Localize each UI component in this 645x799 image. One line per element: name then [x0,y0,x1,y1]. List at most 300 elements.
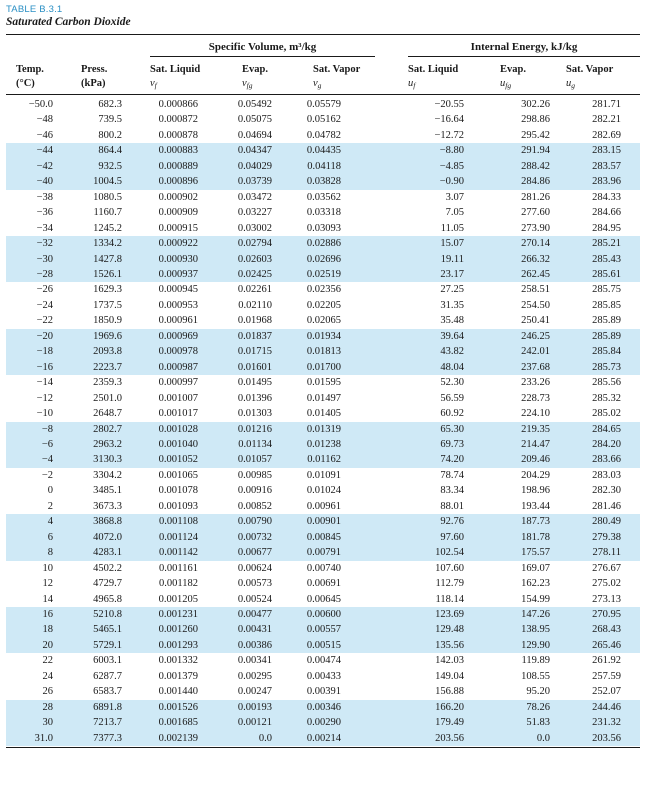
cell-press: 3485.1 [93,485,122,497]
cell-u-sat-liquid: 179.49 [435,717,464,729]
cell-u-evap: 169.07 [521,562,550,574]
cell-v-sat-liquid: 0.000866 [158,99,198,110]
cell-temp: −22 [36,315,53,327]
cell-u-sat-vapor: 284.95 [592,222,621,234]
cell-temp: −2 [41,469,53,481]
cell-u-sat-liquid: −16.64 [434,114,464,126]
group-underline-specific-volume [150,56,375,57]
cell-v-evap: 0.00121 [237,717,272,729]
cell-v-sat-liquid: 0.001161 [159,562,198,574]
cell-u-sat-vapor: 244.46 [592,701,621,713]
table-row [6,221,640,236]
cell-v-evap: 0.00985 [237,469,272,481]
cell-v-evap: 0.02110 [238,299,272,311]
cell-u-sat-liquid: 43.82 [440,346,464,358]
cell-temp: 18 [42,624,53,636]
cell-u-evap: 198.96 [521,485,550,497]
table-row [6,174,640,189]
cell-u-sat-vapor: 284.20 [592,438,621,450]
cell-temp: 26 [42,686,53,698]
cell-u-sat-liquid: 135.56 [435,639,464,651]
table-row [6,329,640,344]
table-row [6,282,640,297]
table-row [6,452,640,467]
cell-u-sat-vapor: 278.11 [592,547,621,559]
cell-v-sat-vapor: 0.00645 [306,593,341,605]
cell-temp: −46 [36,129,53,141]
cell-v-sat-vapor: 0.01319 [306,423,341,435]
cell-press: 2501.0 [93,392,122,404]
cell-temp: −34 [36,222,53,234]
cell-u-sat-vapor: 285.73 [592,361,621,373]
cell-u-evap: 147.26 [521,608,550,620]
cell-press: 2963.2 [93,438,122,450]
cell-temp: −44 [36,145,53,157]
table-row [6,731,640,746]
col-header-v-sat-vapor: Sat. Vapor [313,64,361,75]
cell-v-sat-liquid: 0.001017 [158,408,198,420]
table-row [6,561,640,576]
cell-u-sat-liquid: 19.11 [440,253,464,265]
cell-v-sat-liquid: 0.000953 [158,299,198,311]
cell-v-sat-vapor: 0.03093 [306,222,341,234]
cell-v-evap: 0.03227 [237,207,272,219]
table-row [6,159,640,174]
cell-u-sat-vapor: 283.03 [592,469,621,481]
cell-v-sat-liquid: 0.001093 [158,500,198,512]
table-row [6,360,640,375]
cell-temp: −6 [41,438,53,450]
cell-u-evap: 284.86 [521,176,550,188]
table-row [6,391,640,406]
cell-temp: −12 [36,392,53,404]
cell-v-sat-liquid: 0.000878 [158,129,198,141]
cell-u-evap: 250.41 [521,315,550,327]
cell-v-evap: 0.01216 [237,423,272,435]
cell-u-sat-vapor: 285.43 [592,253,621,265]
cell-u-sat-vapor: 281.71 [592,99,621,110]
table-row [6,592,640,607]
cell-v-evap: 0.00431 [237,624,272,636]
cell-v-evap: 0.0 [258,732,272,744]
cell-v-evap: 0.02603 [237,253,272,265]
cell-v-sat-vapor: 0.05162 [306,114,341,126]
col-header-temp-unit: (°C) [16,78,35,89]
cell-temp: −26 [36,284,53,296]
cell-temp: −18 [36,346,53,358]
col-header-temp [16,63,44,91]
cell-u-sat-vapor: 282.21 [592,114,621,126]
cell-u-sat-liquid: −20.55 [434,99,464,110]
cell-u-evap: 214.47 [521,438,550,450]
cell-v-evap: 0.03739 [237,176,272,188]
cell-press: 6583.7 [93,686,122,698]
cell-u-evap: 298.86 [521,114,550,126]
cell-press: 7377.3 [93,732,122,744]
cell-u-evap: 266.32 [521,253,550,265]
cell-v-sat-vapor: 0.00600 [306,608,341,620]
cell-v-sat-vapor: 0.01091 [306,469,341,481]
cell-v-sat-vapor: 0.04782 [306,129,341,141]
cell-u-sat-vapor: 285.56 [592,377,621,389]
cell-u-sat-liquid: −12.72 [434,129,464,141]
cell-u-sat-vapor: 283.57 [592,160,621,172]
cell-temp: −4 [41,454,53,466]
cell-u-evap: 209.46 [521,454,550,466]
cell-temp: 6 [47,531,53,543]
cell-press: 5465.1 [93,624,122,636]
cell-press: 7213.7 [93,717,122,729]
cell-v-sat-vapor: 0.02696 [306,253,341,265]
cell-u-sat-liquid: 15.07 [440,238,464,250]
cell-v-evap: 0.04347 [237,145,272,157]
cell-u-sat-liquid: 88.01 [440,500,464,512]
cell-temp: −48 [36,114,53,126]
cell-temp: 2 [47,500,53,512]
cell-v-sat-vapor: 0.01934 [306,330,341,342]
cell-u-sat-liquid: 27.25 [440,284,464,296]
cell-temp: 8 [47,547,53,559]
col-header-temp-label: Temp. [16,64,44,75]
cell-u-evap: 187.73 [521,516,550,528]
cell-u-evap: 119.89 [521,655,550,667]
cell-v-evap: 0.01134 [238,438,272,450]
table-row [6,190,640,205]
table-row [6,205,640,220]
cell-v-sat-liquid: 0.000978 [158,346,198,358]
cell-u-evap: 262.45 [521,268,550,280]
cell-u-sat-vapor: 270.95 [592,608,621,620]
cell-u-sat-vapor: 285.84 [592,346,621,358]
col-header-u-evap: Evap. [500,64,526,75]
cell-v-evap: 0.01715 [237,346,272,358]
table-row [6,252,640,267]
col-symbol-v-g: $v_g$ [313,78,322,90]
cell-u-evap: 237.68 [521,361,550,373]
cell-u-evap: 270.14 [521,238,550,250]
cell-u-evap: 219.35 [521,423,550,435]
cell-v-evap: 0.03002 [237,222,272,234]
cell-press: 5729.1 [93,639,122,651]
cell-press: 5210.8 [93,608,122,620]
table-row [6,468,640,483]
cell-v-evap: 0.00732 [237,531,272,543]
col-symbol-u-g: $u_g$ [566,78,575,90]
cell-press: 1969.6 [93,330,122,342]
cell-u-sat-liquid: 142.03 [435,655,464,667]
cell-temp: −38 [36,191,53,203]
cell-u-sat-liquid: 52.30 [440,377,464,389]
cell-press: 4965.8 [93,593,122,605]
col-symbol-v-f: $v_f$ [150,78,157,90]
cell-v-sat-liquid: 0.001065 [158,469,198,481]
cell-u-sat-vapor: 261.92 [592,655,621,667]
cell-u-sat-vapor: 252.07 [592,686,621,698]
cell-v-sat-liquid: 0.002139 [158,732,198,744]
table-row [6,344,640,359]
cell-press: 1004.5 [93,176,122,188]
cell-v-sat-liquid: 0.000909 [158,207,198,219]
cell-u-sat-liquid: 78.74 [440,469,464,481]
cell-press: 1850.9 [93,315,122,327]
cell-v-sat-liquid: 0.000961 [158,315,198,327]
cell-v-sat-vapor: 0.00346 [306,701,341,713]
cell-u-sat-vapor: 275.02 [592,578,621,590]
cell-temp: 10 [42,562,53,574]
cell-v-evap: 0.01495 [237,377,272,389]
header-rule [6,94,640,95]
cell-v-sat-liquid: 0.001260 [158,624,198,636]
cell-v-sat-liquid: 0.001040 [158,438,198,450]
cell-press: 2223.7 [93,361,122,373]
col-header-v-sat-liquid: Sat. Liquid [150,64,201,75]
cell-v-sat-liquid: 0.001028 [158,423,198,435]
cell-v-evap: 0.00341 [237,655,272,667]
cell-v-evap: 0.00477 [237,608,272,620]
cell-u-sat-vapor: 285.75 [592,284,621,296]
cell-u-sat-vapor: 285.85 [592,299,621,311]
cell-v-evap: 0.01968 [237,315,272,327]
cell-v-sat-vapor: 0.02065 [306,315,341,327]
group-header-internal-energy: Internal Energy, kJ/kg [470,41,578,53]
cell-temp: −42 [36,160,53,172]
cell-u-sat-liquid: 166.20 [435,701,464,713]
cell-press: 2093.8 [93,346,122,358]
cell-press: 1629.3 [93,284,122,296]
table-row [6,638,640,653]
cell-v-sat-liquid: 0.001526 [158,701,198,713]
cell-temp: 22 [42,655,53,667]
cell-temp: −16 [36,361,53,373]
cell-u-evap: 154.99 [521,593,550,605]
cell-press: 1245.2 [93,222,122,234]
cell-press: 1737.5 [93,299,122,311]
cell-temp: 16 [42,608,53,620]
cell-temp: −50.0 [28,99,53,110]
cell-temp: −40 [36,176,53,188]
cell-v-sat-liquid: 0.001078 [158,485,198,497]
table-row [6,530,640,545]
table-row [6,236,640,251]
cell-v-sat-liquid: 0.000969 [158,330,198,342]
cell-press: 4502.2 [93,562,122,574]
table-row [6,298,640,313]
cell-u-sat-liquid: 23.17 [440,268,464,280]
cell-u-evap: 78.26 [526,701,550,713]
cell-u-evap: 254.50 [521,299,550,311]
cell-v-sat-liquid: 0.000883 [158,145,198,157]
col-header-u-sat-liquid: Sat. Liquid [408,64,459,75]
table-row [6,267,640,282]
cell-press: 2359.3 [93,377,122,389]
cell-u-evap: 0.0 [536,732,550,744]
cell-press: 3673.3 [93,500,122,512]
cell-u-evap: 129.90 [521,639,550,651]
cell-u-sat-liquid: 107.60 [435,562,464,574]
cell-v-evap: 0.04029 [237,160,272,172]
cell-u-evap: 291.94 [521,145,550,157]
cell-v-sat-vapor: 0.04118 [307,160,341,172]
cell-u-sat-vapor: 284.65 [592,423,621,435]
cell-press: 3868.8 [93,516,122,528]
cell-v-sat-vapor: 0.00557 [306,624,341,636]
cell-u-sat-liquid: 69.73 [440,438,464,450]
cell-press: 739.5 [98,114,122,126]
cell-v-sat-vapor: 0.02519 [306,268,341,280]
cell-v-sat-vapor: 0.01813 [306,346,341,358]
cell-u-sat-vapor: 273.13 [592,593,621,605]
cell-temp: −30 [36,253,53,265]
cell-u-sat-liquid: 123.69 [435,608,464,620]
cell-v-evap: 0.02425 [237,268,272,280]
cell-u-evap: 138.95 [521,624,550,636]
cell-u-sat-vapor: 281.46 [592,500,621,512]
cell-temp: −24 [36,299,53,311]
cell-v-evap: 0.00916 [237,485,272,497]
cell-press: 3304.2 [93,469,122,481]
cell-temp: −10 [36,408,53,420]
cell-v-sat-liquid: 0.000915 [158,222,198,234]
cell-v-sat-liquid: 0.001205 [158,593,198,605]
cell-v-sat-vapor: 0.00391 [306,686,341,698]
cell-v-sat-liquid: 0.001142 [159,547,198,559]
cell-press: 2648.7 [93,408,122,420]
cell-v-sat-vapor: 0.00474 [306,655,341,667]
cell-press: 864.4 [98,145,122,157]
table-row [6,375,640,390]
cell-v-evap: 0.01396 [237,392,272,404]
cell-v-sat-liquid: 0.001332 [158,655,198,667]
table-row [6,483,640,498]
col-header-press [81,63,107,91]
cell-u-evap: 108.55 [521,670,550,682]
cell-u-sat-vapor: 279.38 [592,531,621,543]
cell-u-evap: 204.29 [521,469,550,481]
cell-v-sat-vapor: 0.01024 [306,485,341,497]
cell-v-sat-liquid: 0.001108 [159,516,198,528]
cell-u-sat-vapor: 283.15 [592,145,621,157]
cell-v-sat-liquid: 0.001124 [159,531,198,543]
cell-v-evap: 0.02261 [237,284,272,296]
table-row [6,715,640,730]
cell-v-sat-vapor: 0.01238 [306,438,341,450]
cell-u-sat-liquid: 56.59 [440,392,464,404]
cell-temp: 31.0 [34,732,53,744]
cell-v-sat-vapor: 0.03562 [306,191,341,203]
table-row [6,700,640,715]
cell-u-sat-liquid: 97.60 [440,531,464,543]
cell-temp: 28 [42,701,53,713]
cell-press: 6891.8 [93,701,122,713]
cell-v-sat-vapor: 0.02356 [306,284,341,296]
cell-v-sat-vapor: 0.00901 [306,516,341,528]
cell-u-sat-vapor: 280.49 [592,516,621,528]
cell-v-sat-liquid: 0.001231 [158,608,198,620]
cell-v-evap: 0.01601 [237,361,272,373]
cell-u-sat-vapor: 257.59 [592,670,621,682]
col-symbol-v-fg: $v_{fg}$ [242,78,253,90]
cell-u-sat-vapor: 283.66 [592,454,621,466]
cell-v-sat-liquid: 0.000896 [158,176,198,188]
cell-v-evap: 0.00193 [237,701,272,713]
cell-u-sat-vapor: 268.43 [592,624,621,636]
cell-v-sat-liquid: 0.000945 [158,284,198,296]
cell-press: 4072.0 [93,531,122,543]
cell-v-sat-vapor: 0.00961 [306,500,341,512]
cell-u-sat-vapor: 285.02 [592,408,621,420]
cell-v-evap: 0.05492 [237,99,272,110]
cell-v-evap: 0.04694 [237,129,272,141]
cell-v-sat-vapor: 0.03828 [306,176,341,188]
cell-v-sat-vapor: 0.00214 [306,732,341,744]
cell-u-sat-liquid: 7.05 [445,207,464,219]
table-row [6,514,640,529]
cell-u-sat-vapor: 231.32 [592,717,621,729]
cell-u-sat-liquid: 48.04 [440,361,464,373]
cell-u-sat-liquid: 3.07 [445,191,464,203]
table-row [6,607,640,622]
cell-v-sat-liquid: 0.000937 [158,268,198,280]
cell-v-evap: 0.00295 [237,670,272,682]
cell-v-sat-vapor: 0.04435 [306,145,341,157]
cell-u-sat-liquid: 112.79 [435,578,464,590]
cell-u-evap: 277.60 [521,207,550,219]
cell-u-sat-liquid: 203.56 [435,732,464,744]
cell-u-evap: 246.25 [521,330,550,342]
cell-v-sat-liquid: 0.000889 [158,160,198,172]
cell-press: 682.3 [98,99,122,110]
cell-u-sat-liquid: 39.64 [440,330,464,342]
table-row [6,422,640,437]
cell-u-evap: 175.57 [521,547,550,559]
cell-v-sat-liquid: 0.000987 [158,361,198,373]
cell-v-evap: 0.03472 [237,191,272,203]
group-underline-internal-energy [408,56,640,57]
cell-u-sat-liquid: 31.35 [440,299,464,311]
cell-v-sat-vapor: 0.00290 [306,717,341,729]
table-row [6,669,640,684]
table-row [6,653,640,668]
cell-v-sat-liquid: 0.001007 [158,392,198,404]
cell-v-sat-liquid: 0.000997 [158,377,198,389]
col-symbol-u-fg: $u_{fg}$ [500,78,512,90]
cell-v-evap: 0.01837 [237,330,272,342]
cell-u-evap: 181.78 [521,531,550,543]
cell-temp: −20 [36,330,53,342]
cell-v-sat-vapor: 0.00515 [306,639,341,651]
cell-v-evap: 0.00624 [237,562,272,574]
cell-press: 6287.7 [93,670,122,682]
cell-u-evap: 302.26 [521,99,550,110]
cell-v-sat-vapor: 0.01162 [307,454,341,466]
table-row [6,684,640,699]
col-header-press-unit: (kPa) [81,78,106,89]
cell-v-evap: 0.00573 [237,578,272,590]
col-header-u-sat-vapor: Sat. Vapor [566,64,614,75]
cell-u-sat-vapor: 285.89 [592,330,621,342]
cell-u-evap: 258.51 [521,284,550,296]
table-row [6,437,640,452]
cell-press: 800.2 [98,129,122,141]
cell-u-sat-vapor: 285.61 [592,268,621,280]
cell-v-sat-liquid: 0.000872 [158,114,198,126]
cell-u-evap: 273.90 [521,222,550,234]
cell-u-sat-liquid: −8.80 [439,145,464,157]
table-row [6,622,640,637]
cell-u-sat-liquid: 118.14 [435,593,464,605]
cell-u-sat-vapor: 265.46 [592,639,621,651]
cell-temp: 4 [47,516,53,528]
